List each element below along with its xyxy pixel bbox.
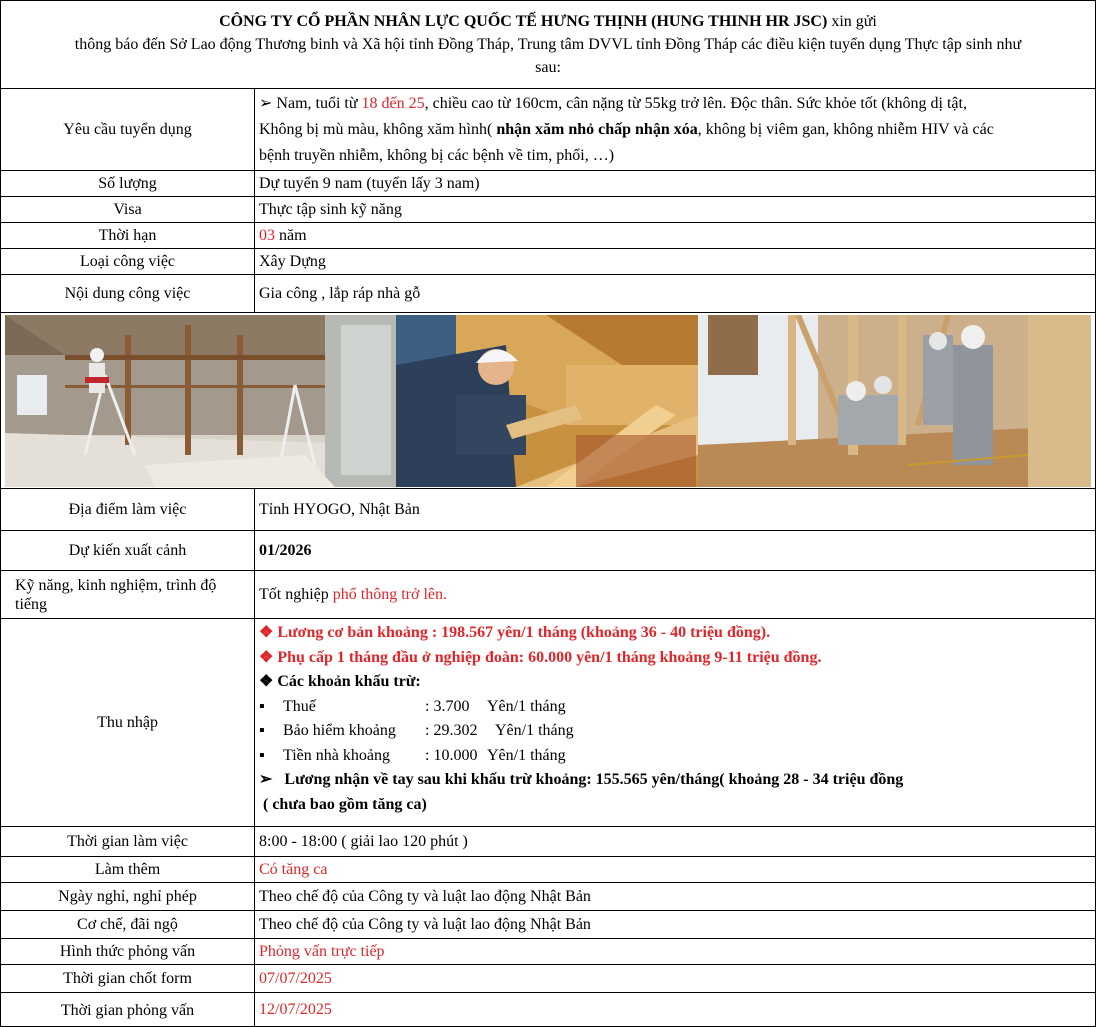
label-visa: Visa: [1, 197, 255, 222]
value-interview-date: 12/07/2025: [259, 1001, 332, 1018]
term-number: 03: [259, 226, 275, 244]
deduction-unit: Yên/1 tháng: [487, 697, 566, 715]
value-benefits: Theo chế độ của Công ty và luật lao động Nhật Bản: [259, 915, 591, 933]
row-departure: [0, 530, 1096, 570]
req-text-5: bệnh truyền nhiễm, không bị các bệnh về tim, phổi, …): [259, 147, 615, 164]
photo-interior-renovation: [5, 315, 396, 487]
value-job-type: Xây Dựng: [259, 252, 326, 270]
photo-worker-beam: [396, 315, 697, 487]
row-term: [0, 222, 1096, 248]
photo-strip: [0, 312, 1096, 488]
value-term: [255, 223, 1095, 248]
value-skills: [255, 571, 1095, 618]
income-allowance: ❖ Phụ cấp 1 tháng đầu ở nghiệp đoàn: 60.000 yên/1 tháng khoảng 9-11 triệu đồng.: [259, 648, 822, 666]
row-form-deadline: [0, 964, 1096, 992]
label-form-deadline: Thời gian chốt form: [1, 965, 255, 992]
deduction-amount: : 10.000: [425, 746, 478, 764]
label-income: Thu nhập: [1, 619, 255, 826]
value-visa: Thực tập sinh kỹ năng: [259, 200, 402, 218]
company-name: CÔNG TY CỔ PHẦN NHÂN LỰC QUỐC TẾ HƯNG THỊNH (HUNG THINH HR JSC): [219, 13, 828, 30]
value-hours: 8:00 - 18:00 ( giải lao 120 phút ): [259, 832, 468, 850]
deduction-item: [259, 744, 1091, 769]
label-benefits: Cơ chế, đãi ngộ: [1, 911, 255, 938]
label-hours: Thời gian làm việc: [1, 827, 255, 856]
deduction-name: Thuế: [283, 697, 316, 715]
skills-text: Tốt nghiệp: [259, 585, 333, 603]
label-requirements: Yêu cầu tuyển dụng: [1, 89, 255, 170]
label-location: Địa điểm làm việc: [1, 489, 255, 530]
deduction-amount: : 29.302: [425, 722, 478, 739]
label-job-content: Nội dung công việc: [1, 275, 255, 312]
req-text-4: , không bị viêm gan, không nhiễm HIV và các: [697, 121, 994, 138]
deduction-bullet: ▪: [259, 697, 265, 715]
row-overtime: [0, 856, 1096, 882]
row-visa: [0, 196, 1096, 222]
req-text-2: , chiều cao từ 160cm, cân nặng từ 55kg trở lên. Độc thân. Sức khỏe tốt (không dị tật,: [424, 95, 967, 112]
label-interview-date: Thời gian phỏng vấn: [1, 993, 255, 1027]
deduction-bullet: ▪: [259, 722, 265, 739]
photo-interior-renovation-image: [5, 315, 396, 487]
photo-workers-frame: [698, 315, 1091, 487]
age-range: 18 đến 25: [361, 95, 425, 112]
deductions-title: ❖ Các khoản khấu trừ:: [259, 673, 421, 690]
deduction-item: [259, 719, 1091, 744]
row-skills: [0, 570, 1096, 618]
skills-education: phổ thông trở lên.: [332, 585, 447, 603]
deduction-bullet: ▪: [259, 746, 265, 764]
label-term: Thời hạn: [1, 223, 255, 248]
row-job-type: [0, 248, 1096, 274]
row-income: [0, 618, 1096, 826]
notice-header: [0, 0, 1096, 88]
intro-suffix: xin gửi: [827, 13, 877, 30]
term-unit: năm: [275, 226, 307, 244]
label-departure: Dự kiến xuất cảnh: [1, 531, 255, 570]
intro-line-2: thông báo đến Sở Lao động Thương binh và Xã hội tỉnh Đồng Tháp, Trung tâm DVVL tỉnh Đồng Tháp các điều kiện tuyển dụng Thực tập sinh như: [74, 36, 1022, 53]
photo-workers-frame-image: [698, 315, 1091, 487]
value-location: Tỉnh HYOGO, Nhật Bản: [259, 500, 420, 518]
label-overtime: Làm thêm: [1, 857, 255, 882]
value-quantity: Dự tuyển 9 nam (tuyển lấy 3 nam): [259, 174, 480, 192]
label-quantity: Số lượng: [1, 171, 255, 196]
photo-worker-beam-image: [396, 315, 697, 487]
req-text-1: Nam, tuổi từ: [276, 95, 362, 112]
row-benefits: [0, 910, 1096, 938]
deduction-amount: : 3.700: [425, 697, 470, 715]
deduction-name: Bảo hiểm khoảng: [283, 722, 396, 739]
row-interview-form: [0, 938, 1096, 964]
value-job-content: Gia công , lắp ráp nhà gỗ: [259, 284, 421, 302]
row-leave: [0, 882, 1096, 910]
row-requirements: [0, 88, 1096, 170]
intro-line-3: sau:: [535, 59, 561, 76]
arrow-marker: ➢: [259, 95, 277, 112]
income-net-2: ( chưa bao gồm tăng ca): [259, 795, 427, 813]
row-job-content: [0, 274, 1096, 312]
row-quantity: [0, 170, 1096, 196]
income-salary: ❖ Lương cơ bản khoảng : 198.567 yên/1 tháng (khoảng 36 - 40 triệu đồng).: [259, 624, 771, 641]
value-overtime: Có tăng ca: [259, 860, 328, 878]
value-form-deadline: 07/07/2025: [259, 969, 332, 987]
value-departure: 01/2026: [259, 541, 312, 559]
income-net-1: ➢ Lương nhận về tay sau khi khấu trừ khoảng: 155.565 yên/tháng( khoảng 28 - 34 triệu đồng: [259, 771, 904, 788]
value-interview-form: Phỏng vấn trực tiếp: [259, 942, 385, 960]
row-hours: [0, 826, 1096, 856]
req-text-3: Không bị mù màu, không xăm hình(: [259, 121, 497, 138]
value-leave: Theo chế độ của Công ty và luật lao động Nhật Bản: [259, 887, 591, 905]
value-requirements: [255, 89, 1095, 170]
label-interview-form: Hình thức phỏng vấn: [1, 939, 255, 964]
row-interview-date: [0, 992, 1096, 1027]
label-leave: Ngày nghỉ, nghỉ phép: [1, 883, 255, 910]
label-job-type: Loại công việc: [1, 249, 255, 274]
deduction-unit: Yên/1 tháng: [487, 746, 566, 764]
tattoo-note: nhận xăm nhỏ chấp nhận xóa: [496, 121, 698, 138]
value-income: [255, 619, 1095, 826]
deduction-unit: Yên/1 tháng: [495, 722, 574, 739]
deduction-name: Tiền nhà khoảng: [283, 746, 390, 764]
deduction-item: [259, 695, 1091, 720]
label-skills: Kỹ năng, kinh nghiệm, trình độ tiếng: [1, 571, 255, 618]
row-location: [0, 488, 1096, 530]
